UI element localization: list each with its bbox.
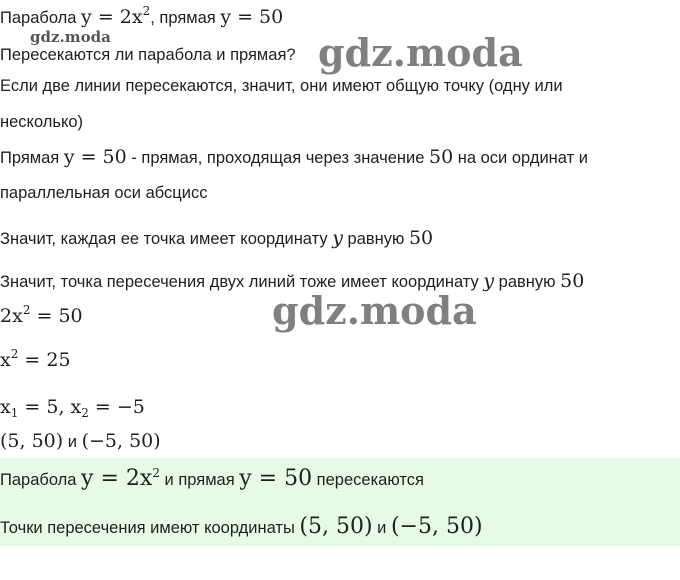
- line-question: Пересекаются ли парабола и прямая?: [0, 46, 296, 64]
- answer-line-2: Точки пересечения имеют координаты (5, 50) и (−5, 50): [0, 514, 483, 539]
- watermark-small: gdz.moda: [30, 28, 111, 46]
- equation-x2-25: $x^2 = 25$: [0, 347, 71, 371]
- equation-roots: $x_1 = 5$, $x_2 = -5$: [0, 396, 145, 420]
- line-definition-1: Если две линии пересекаются, значит, они имеют общую точку (одну или: [0, 77, 563, 95]
- line-each-point: Значит, каждая ее точка имеет координату y равную 50: [0, 227, 434, 249]
- line-horizontal-1: Прямая y = 50 - прямая, проходящая через значение 50 на оси ординат и: [0, 146, 588, 168]
- line-definition-2: несколько): [0, 113, 84, 131]
- answer-line-1: Парабола $y = 2x^2$ и прямая y = 50 пересекаются: [0, 466, 424, 491]
- math-line: y = 50: [220, 6, 284, 28]
- watermark-large-middle: gdz.moda: [272, 288, 477, 333]
- line-points: (5, 50) и (−5, 50): [0, 430, 161, 452]
- line-horizontal-2: параллельная оси абсцисс: [0, 184, 208, 202]
- line-intersection-y: Значит, точка пересечения двух линий тоже имеет координату y равную 50: [0, 270, 585, 292]
- line-parabola-and-line: Парабола $y = 2x^2$, прямая y = 50: [0, 4, 284, 28]
- math-parabola: $y = 2x^2$: [81, 4, 151, 28]
- watermark-large-top: gdz.moda: [318, 30, 523, 75]
- equation-2x2-50: $2x^2 = 50$: [0, 303, 83, 327]
